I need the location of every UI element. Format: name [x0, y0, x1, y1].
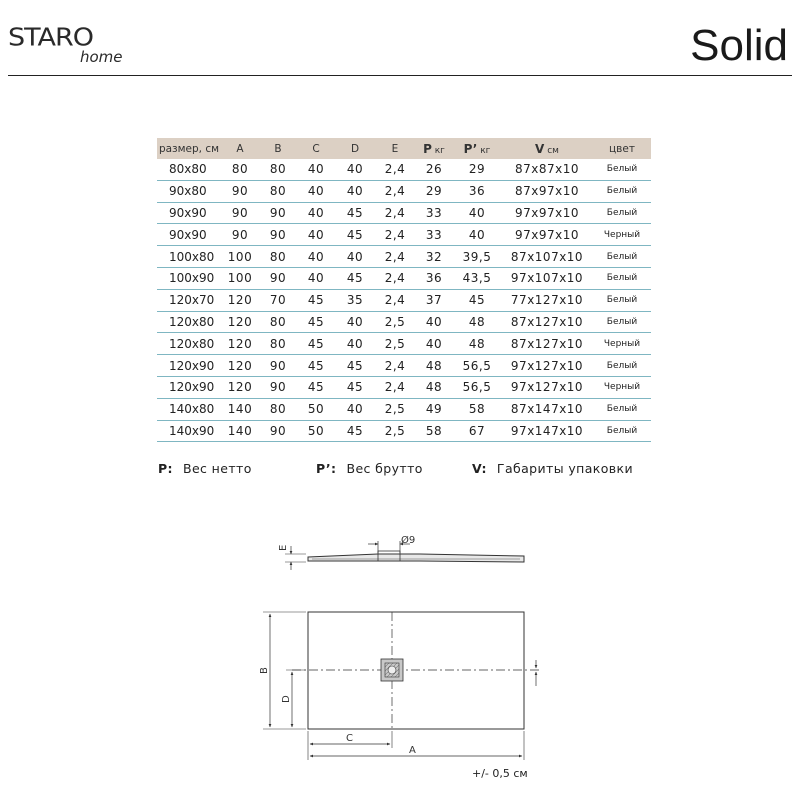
table-cell: 40: [297, 224, 335, 246]
table-cell: 90: [221, 224, 259, 246]
column-header-text: D: [350, 142, 360, 155]
plan-view: [259, 612, 540, 760]
table-cell: 2,4: [375, 202, 415, 224]
column-header-unit: см: [544, 145, 559, 156]
table-cell: 120: [221, 311, 259, 333]
table-cell: 120x80: [157, 311, 221, 333]
table-cell: 100x80: [157, 246, 221, 268]
table-row: [157, 398, 651, 420]
table-cell: 120x90: [157, 376, 221, 398]
table-cell: Белый: [593, 355, 651, 377]
legend-text: Вес нетто: [182, 461, 252, 476]
product-title: Solid: [690, 21, 788, 70]
table-row: [157, 420, 651, 442]
table-cell: 33: [415, 202, 453, 224]
table-cell: 40: [335, 246, 375, 268]
table-cell: 45: [335, 420, 375, 442]
legend-text: Габариты упаковки: [496, 461, 634, 476]
table-cell: 40: [297, 202, 335, 224]
table-cell: 40: [335, 159, 375, 180]
table-cell: 97x107x10: [501, 267, 593, 289]
table-cell: 50: [297, 398, 335, 420]
table-cell: 120x70: [157, 289, 221, 311]
column-header-symbol: P: [423, 141, 432, 156]
table-cell: 39,5: [453, 246, 501, 268]
table-cell: 87x147x10: [501, 398, 593, 420]
table-cell: 45: [297, 355, 335, 377]
table-cell: 56,5: [453, 376, 501, 398]
table-cell: 45: [335, 376, 375, 398]
column-header: [221, 138, 259, 159]
table-cell: 45: [335, 202, 375, 224]
table-row: [157, 355, 651, 377]
table-cell: 40: [335, 333, 375, 355]
table-cell: 56,5: [453, 355, 501, 377]
table-cell: 40: [297, 180, 335, 202]
table-cell: 70: [259, 289, 297, 311]
dimension-b-label: B: [259, 667, 270, 674]
table-row: [157, 202, 651, 224]
column-header-unit: кг: [431, 145, 445, 156]
table-cell: 48: [415, 355, 453, 377]
table-cell: 90: [259, 376, 297, 398]
column-header: [259, 138, 297, 159]
legend-package-size: [472, 461, 633, 476]
table-cell: 2,4: [375, 180, 415, 202]
table-cell: 120x90: [157, 355, 221, 377]
table-cell: 120: [221, 289, 259, 311]
table-cell: 40: [415, 333, 453, 355]
legend-net-weight: [158, 461, 252, 476]
legend-text: Вес брутто: [346, 461, 423, 476]
dimension-c-label: C: [346, 733, 353, 744]
column-header: [375, 138, 415, 159]
table-cell: Белый: [593, 311, 651, 333]
tolerance-note: +/- 0,5 см: [472, 767, 528, 780]
table-cell: 40: [297, 159, 335, 180]
table-row: [157, 289, 651, 311]
column-header: [415, 138, 453, 159]
column-header-unit: кг: [477, 145, 491, 156]
table-cell: 80: [259, 159, 297, 180]
table-cell: 58: [453, 398, 501, 420]
table-cell: 80x80: [157, 159, 221, 180]
table-cell: 2,5: [375, 420, 415, 442]
table-cell: 37: [415, 289, 453, 311]
table-cell: 49: [415, 398, 453, 420]
table-cell: 2,5: [375, 398, 415, 420]
table-cell: Белый: [593, 289, 651, 311]
table-row: [157, 180, 651, 202]
page-header: [0, 0, 800, 78]
brand-logo-sub: home: [80, 48, 123, 66]
dimension-d-label: D: [281, 695, 292, 703]
table-cell: 80: [259, 311, 297, 333]
table-cell: 87x127x10: [501, 311, 593, 333]
table-cell: 80: [259, 333, 297, 355]
column-header: [501, 138, 593, 159]
table-cell: 48: [415, 376, 453, 398]
column-header-symbol: P’: [463, 141, 478, 156]
table-cell: 48: [453, 333, 501, 355]
table-cell: Белый: [593, 159, 651, 180]
table-cell: 45: [335, 267, 375, 289]
column-header-text: E: [391, 142, 399, 155]
table-cell: 140x80: [157, 398, 221, 420]
table-cell: 45: [297, 289, 335, 311]
table-cell: 45: [335, 224, 375, 246]
column-header: [593, 138, 651, 159]
table-cell: 80: [259, 180, 297, 202]
legend-key: P:: [158, 461, 173, 476]
column-header-text: A: [236, 142, 244, 155]
table-cell: 120: [221, 333, 259, 355]
table-cell: 140: [221, 420, 259, 442]
table-cell: 87x97x10: [501, 180, 593, 202]
table-cell: 2,4: [375, 376, 415, 398]
column-header-text: C: [312, 142, 320, 155]
table-cell: 2,4: [375, 224, 415, 246]
table-row: [157, 224, 651, 246]
table-cell: 80: [221, 159, 259, 180]
column-header-text: B: [274, 142, 282, 155]
column-header-text: цвет: [609, 142, 635, 155]
table-cell: 48: [453, 311, 501, 333]
column-header: [453, 138, 501, 159]
technical-drawing: [0, 520, 800, 765]
dimension-a-label: A: [409, 745, 416, 756]
table-row: [157, 267, 651, 289]
table-cell: 2,4: [375, 355, 415, 377]
table-cell: 100: [221, 267, 259, 289]
table-cell: 36: [453, 180, 501, 202]
column-header: [297, 138, 335, 159]
table-cell: Белый: [593, 180, 651, 202]
table-row: [157, 246, 651, 268]
table-cell: 90: [259, 355, 297, 377]
table-cell: Белый: [593, 246, 651, 268]
table-cell: 120x80: [157, 333, 221, 355]
drain-diameter-label: Ø9: [401, 535, 416, 546]
table-cell: 90: [221, 180, 259, 202]
table-cell: 40: [297, 246, 335, 268]
table-cell: 90: [259, 224, 297, 246]
table-cell: 140: [221, 398, 259, 420]
column-header-text: размер, см: [158, 142, 220, 155]
table-cell: Черный: [593, 224, 651, 246]
table-cell: 2,4: [375, 289, 415, 311]
table-cell: 2,5: [375, 311, 415, 333]
table-cell: 45: [453, 289, 501, 311]
table-cell: 80: [259, 246, 297, 268]
table-cell: 32: [415, 246, 453, 268]
table-cell: 77x127x10: [501, 289, 593, 311]
spec-table: [157, 138, 651, 442]
table-cell: 40: [297, 267, 335, 289]
table-cell: Белый: [593, 202, 651, 224]
table-cell: 26: [415, 159, 453, 180]
table-cell: 43,5: [453, 267, 501, 289]
brand-logo: STARO: [8, 23, 94, 52]
table-cell: 40: [335, 311, 375, 333]
table-cell: 87x87x10: [501, 159, 593, 180]
table-cell: 90: [259, 267, 297, 289]
legend-key: P’:: [316, 461, 337, 476]
table-cell: 67: [453, 420, 501, 442]
table-cell: 97x127x10: [501, 355, 593, 377]
table-cell: 58: [415, 420, 453, 442]
table-cell: 45: [335, 355, 375, 377]
table-cell: 140x90: [157, 420, 221, 442]
table-cell: 35: [335, 289, 375, 311]
table-cell: 97x127x10: [501, 376, 593, 398]
side-profile-view: [278, 534, 524, 570]
table-cell: 80: [259, 398, 297, 420]
spec-table-body: [157, 159, 651, 442]
dimension-e-label: E: [278, 544, 289, 551]
table-cell: 2,5: [375, 333, 415, 355]
table-cell: Белый: [593, 267, 651, 289]
table-cell: 100x90: [157, 267, 221, 289]
table-cell: 87x127x10: [501, 333, 593, 355]
table-cell: 40: [453, 202, 501, 224]
spec-table-header-row: [157, 138, 651, 159]
table-cell: 29: [415, 180, 453, 202]
table-row: [157, 159, 651, 180]
table-cell: 120: [221, 355, 259, 377]
table-cell: 2,4: [375, 159, 415, 180]
table-row: [157, 311, 651, 333]
table-cell: 90: [259, 420, 297, 442]
table-cell: 120: [221, 376, 259, 398]
table-cell: 90x80: [157, 180, 221, 202]
table-cell: 29: [453, 159, 501, 180]
table-cell: 97x147x10: [501, 420, 593, 442]
table-cell: 90: [221, 202, 259, 224]
table-row: [157, 376, 651, 398]
table-cell: 100: [221, 246, 259, 268]
table-cell: 45: [297, 376, 335, 398]
table-cell: Черный: [593, 376, 651, 398]
table-cell: Белый: [593, 420, 651, 442]
legend-gross-weight: [316, 461, 423, 476]
table-cell: Черный: [593, 333, 651, 355]
table-cell: 40: [335, 398, 375, 420]
table-cell: 45: [297, 333, 335, 355]
table-cell: 90: [259, 202, 297, 224]
table-cell: 87x107x10: [501, 246, 593, 268]
table-cell: 97x97x10: [501, 202, 593, 224]
table-cell: 2,4: [375, 267, 415, 289]
header-divider: [8, 75, 792, 76]
table-cell: 40: [335, 180, 375, 202]
table-cell: 2,4: [375, 246, 415, 268]
table-cell: 90x90: [157, 224, 221, 246]
table-cell: 36: [415, 267, 453, 289]
column-header: [335, 138, 375, 159]
table-cell: 50: [297, 420, 335, 442]
table-cell: 45: [297, 311, 335, 333]
table-row: [157, 333, 651, 355]
table-cell: 97x97x10: [501, 224, 593, 246]
table-cell: 90x90: [157, 202, 221, 224]
column-header-symbol: V: [535, 141, 545, 156]
table-cell: 40: [453, 224, 501, 246]
table-cell: Белый: [593, 398, 651, 420]
table-cell: 33: [415, 224, 453, 246]
column-header: [157, 138, 221, 159]
legend-key: V:: [472, 461, 487, 476]
table-cell: 40: [415, 311, 453, 333]
